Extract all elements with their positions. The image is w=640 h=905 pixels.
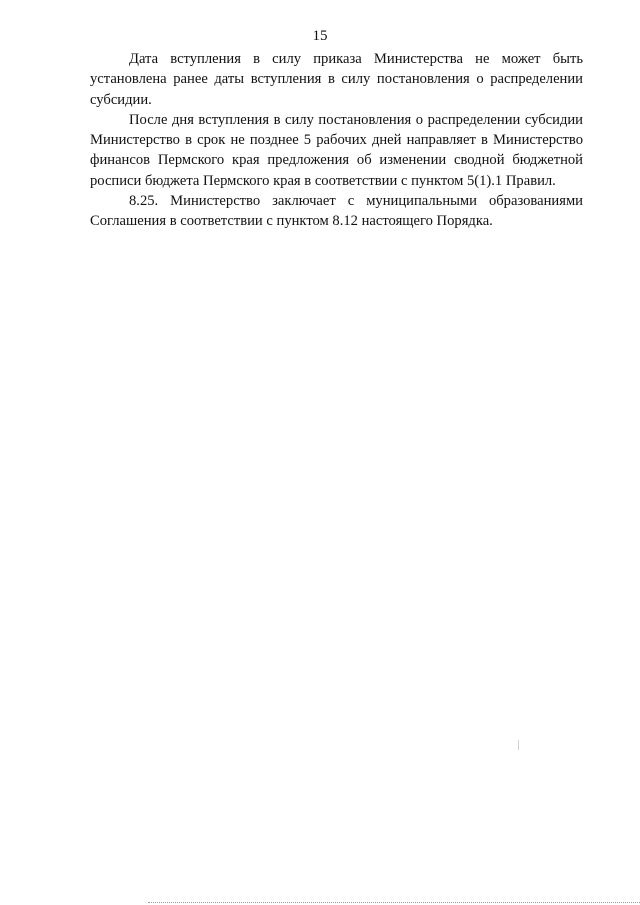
scan-artifact [518,740,519,750]
page-number: 15 [312,28,328,44]
paragraph-budget-amendment: После дня вступления в силу постановления о распределении субсидии Министерство в срок не позднее 5 рабочих дней направляет в Министерство финансов Пермского края предложения об изменении сводной бюджетной росписи бюджета Пермского края в соответствии с пунктом 5(1).1 Правил. [90,111,583,189]
paragraph-order-effective-date: Дата вступления в силу приказа Министерства не может быть установлена ранее даты вступления в силу постановления о распределении субсидии. [90,51,583,108]
paragraph-agreements: 8.25. Министерство заключает с муниципальными образованиями Соглашения в соответствии с пунктом 8.12 настоящего Порядка. [90,193,583,230]
document-body [90,49,583,232]
page-bottom-edge [148,902,640,903]
